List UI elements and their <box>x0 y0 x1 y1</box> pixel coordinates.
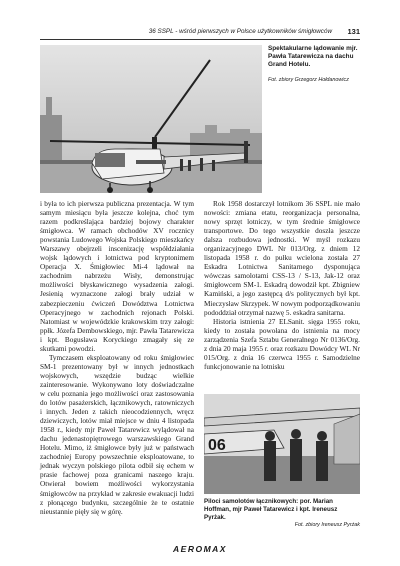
photo-caption-top <box>268 45 360 84</box>
text-column-left <box>40 200 194 517</box>
tail-number: 06 <box>208 437 226 454</box>
caption-text: Spektakularne lądowanie mjr. Pawła Tatarewicza na dachu Grand Hotelu. <box>268 45 358 69</box>
running-header <box>40 27 360 40</box>
helicopter-on-roof-photo <box>40 45 262 193</box>
paragraph: i była to ich pierwsza publiczna prezentacja. W tym samym miesiącu była jeszcze kolejna, choć tym razem podkreślająca bardziej bojowy charakter śmigłowca. W ramach obchodów XV rocznicy powstania Ludowego Wojska Polskiego mieszkańcy Warszawy obejrzeli inscenizację współdziałania wojsk lądowych i lotnictwa pod kryptonimem Operacja X. Śmigłowiec Mi-4 lądował na zachodnim nabrzeżu Wisły, demonstrując możliwości błyskawicznego wysadzenia załogi. Jesienią wyznaczone załogi brały udział w zabezpieczeniu ćwiczeń Dowództwa Lotnictwa Operacyjnego w zachodnich rejonach Polski. Natomiast w wojewódzkie krakowskim trzy załogi: ppłk. Józefa Dembowskiego, mjr. Pawła Tatarewicza i kpt. Bogusława Koryckiego zmagały się ze skutkami powodzi. <box>40 200 194 353</box>
paragraph: Tymczasem eksploatowany od roku śmigłowiec SM-1 prezentowany był w innych jednostkach wojskowych, wszędzie budząc wielkie zainteresowanie. Wykonywano loty doświadczalne w celu poznania jego możliwości oraz zastosowania do lotów pasażerskich, łącznikowych, ratowniczych i innych. Jeden z takich nieocodziennych, wręcz dziewiczych, lotów miał miejsce w dniu 4 listopada 1958 r., kiedy mjr Paweł Tatarewicz wylądował na dachu jedenastopiętrowego warszawskiego Grand Hotelu. Mimo, iż śmigłowce były już w państwach zachodniej Europy powszechnie eksploatowane, to jednak wyczyn polskiego pilota odbił się echem w prasie fachowej poza granicami naszego kraju. Otwierał bowiem możliwości wykorzystania śmigłowców na przykład w zakresie ewakuacji ludzi z płonącego budynku, szczególnie że te ostatnie nieustannie pięły się w górę. <box>40 353 194 516</box>
pilots-with-aircraft-photo <box>204 394 360 494</box>
photo-caption-bottom <box>204 498 360 530</box>
text-column-right <box>204 200 360 372</box>
page-number: 131 <box>347 27 360 36</box>
running-title: 36 SSPL - wśród pierwszych w Polsce użytkowników śmigłowców <box>148 28 332 35</box>
paragraph: Historia istnienia 27 ELSanit. sięga 1955 roku, kiedy to została powołana do istnienia na mocy zarządzenia Szefa Sztabu Generalnego Nr 0136/Org. z dnia 20 maja 1955 r. oraz rozkazu Dowódcy WL Nr 015/Org. z dnia 16 czerwca 1955 r. Samodzielne funkcjonowanie na lotnisku <box>204 317 360 371</box>
paragraph: Rok 1958 dostarczył lotnikom 36 SSPL nie mało nowości: zmiana etatu, reorganizacja personalna, nowy sprzęt lotniczy, w tym średnie śmigłowce transportowe. Do tego wszystkie doszła jeszcze dalsza rozbudowa jednostki. W myśl rozkazu organizacyjnego DWL Nr 013/Org. z dniem 12 listopada 1958 r. do pułku wcielona została 27 Eskadra Lotnictwa Sanitarnego dysponująca wówczas samolotami CSS-13 / S-13, Jak-12 oraz śmigłowcem SM-1. Eskadrą dowodził kpt. Zbigniew Kamiński, a jego zastępcą d/s politycznych był kpt. Mieczysław Skrzypek. W nowym podporządkowaniu pododdział otrzymał nazwę 5. eskadra sanitarna. <box>204 200 360 317</box>
photo-credit: Fot. zbiory Ireneusz Pyrżak <box>294 522 360 529</box>
publisher-logo: AEROMAX <box>173 544 227 554</box>
photo-credit: Fot. zbiory Grzegorz Hołdanowicz <box>268 76 349 83</box>
caption-text: Piloci samolotów łącznikowych: por. Marian Hoffman, mjr Paweł Tatarewicz i kpt. Ireneusz Pyrżak. <box>204 498 338 521</box>
